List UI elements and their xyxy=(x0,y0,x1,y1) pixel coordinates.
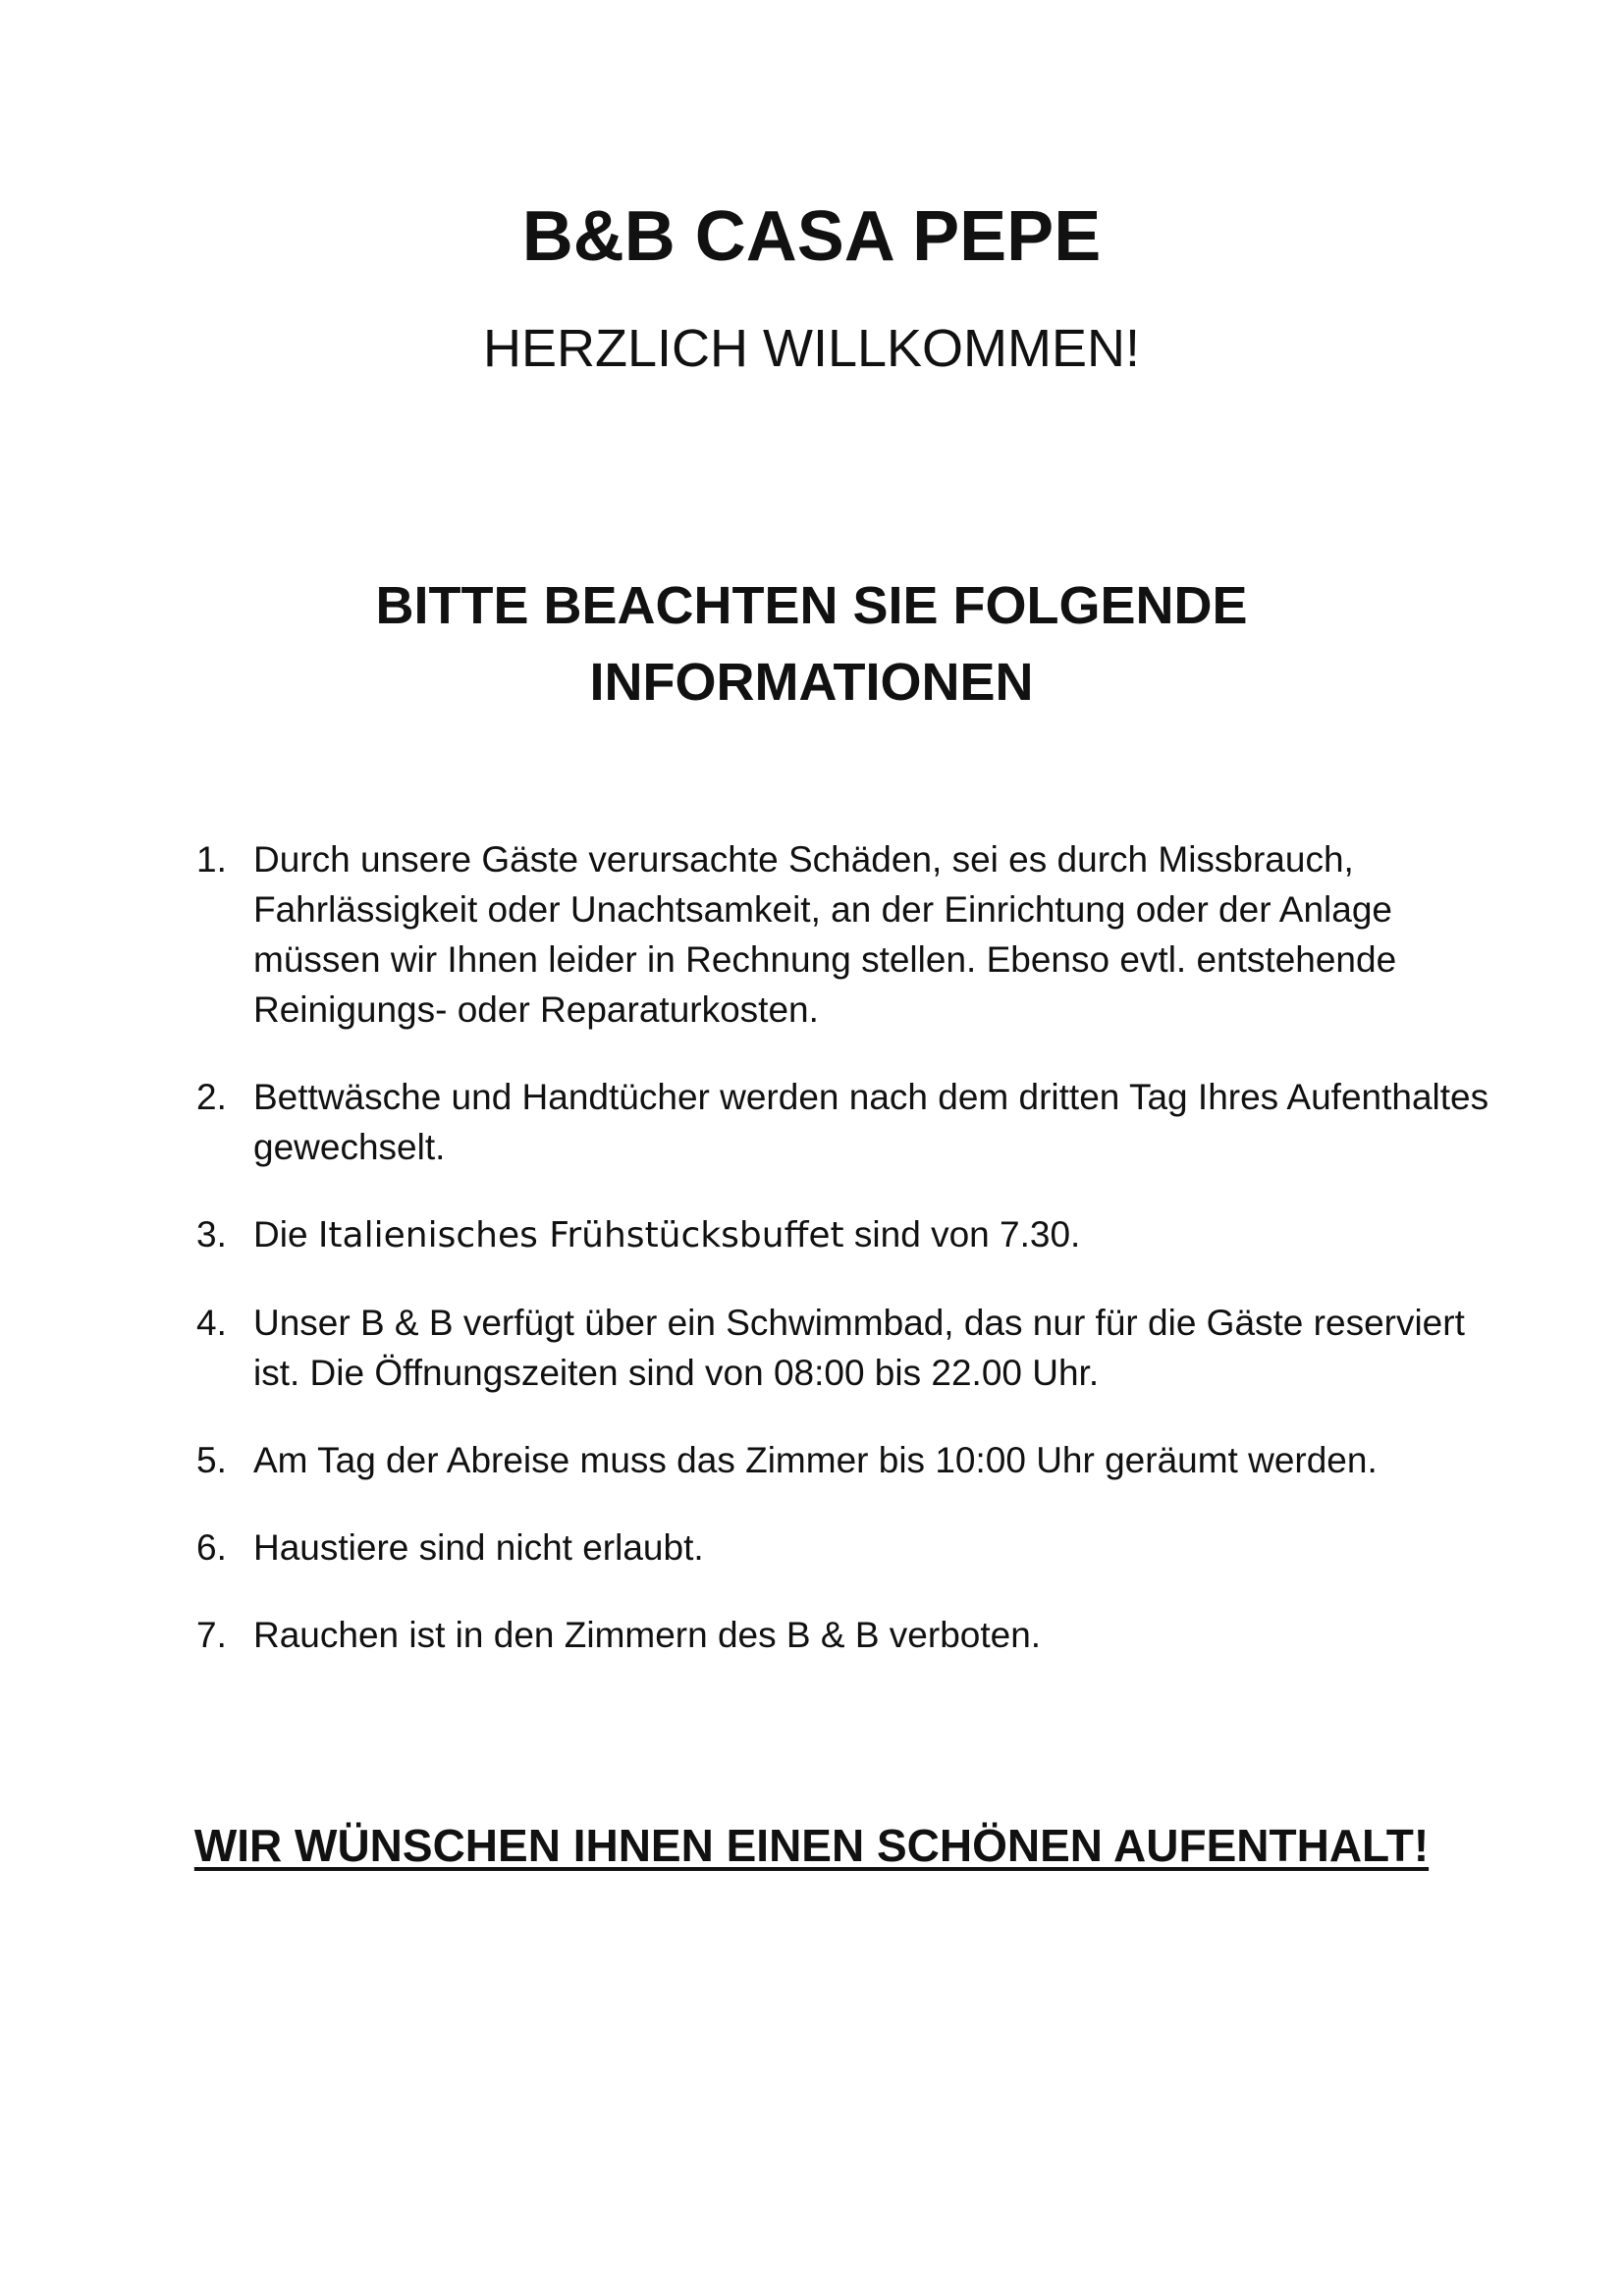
list-item-number: 3. xyxy=(196,1214,227,1255)
list-item-number: 2. xyxy=(196,1077,227,1117)
list-item-number: 6. xyxy=(196,1527,227,1568)
list-item xyxy=(196,834,1492,1035)
list-item-text xyxy=(253,1209,1492,1260)
list-item-text: Haustiere sind nicht erlaubt. xyxy=(253,1527,704,1568)
list-item xyxy=(196,1610,1492,1660)
list-item xyxy=(196,1522,1492,1573)
list-item-text-start: Die xyxy=(253,1214,318,1255)
list-item-number: 4. xyxy=(196,1303,227,1343)
list-item-text: Bettwäsche und Handtücher werden nach dem dritten Tag Ihres Aufenthaltes gewechselt. xyxy=(253,1077,1489,1167)
closing-message: WIR WÜNSCHEN IHNEN EINEN SCHÖNEN AUFENTHALT! xyxy=(193,1820,1430,1871)
section-heading-line-1: BITTE BEACHTEN SIE FOLGENDE xyxy=(375,576,1248,635)
section-heading-line-2: INFORMATIONEN xyxy=(589,653,1034,712)
list-item-number: 5. xyxy=(196,1440,227,1480)
list-item xyxy=(196,1072,1492,1172)
list-item-text: Am Tag der Abreise muss das Zimmer bis 10:00 Uhr geräumt werden. xyxy=(253,1440,1378,1480)
list-item-number: 1. xyxy=(196,839,227,880)
welcome-subtitle: HERZLICH WILLKOMMEN! xyxy=(482,319,1141,378)
list-item-text: Durch unsere Gäste verursachte Schäden, sei es durch Missbrauch, Fahrlässigkeit oder Unachtsamkeit, an der Einrichtung oder der Anlage müssen wir Ihnen leider in Rechnung stellen. Ebenso evtl. entstehende Reinigungs- oder Reparaturkosten. xyxy=(253,839,1397,1030)
list-item xyxy=(196,1209,1492,1260)
list-item-number: 7. xyxy=(196,1615,227,1655)
rules-list xyxy=(196,834,1492,1697)
list-item-text-end: sind von 7.30. xyxy=(843,1214,1081,1255)
list-item-text-highlight: Italienisches Frühstücksbuffet xyxy=(317,1215,844,1255)
list-item-text: Rauchen ist in den Zimmern des B & B verboten. xyxy=(253,1615,1042,1655)
page-title: B&B CASA PEPE xyxy=(521,197,1102,276)
section-heading xyxy=(0,567,1623,721)
list-item xyxy=(196,1298,1492,1398)
list-item-text: Unser B & B verfügt über ein Schwimmbad, das nur für die Gäste reserviert ist. Die Öffnungszeiten sind von 08:00 bis 22.00 Uhr. xyxy=(253,1303,1465,1393)
list-item xyxy=(196,1435,1492,1485)
